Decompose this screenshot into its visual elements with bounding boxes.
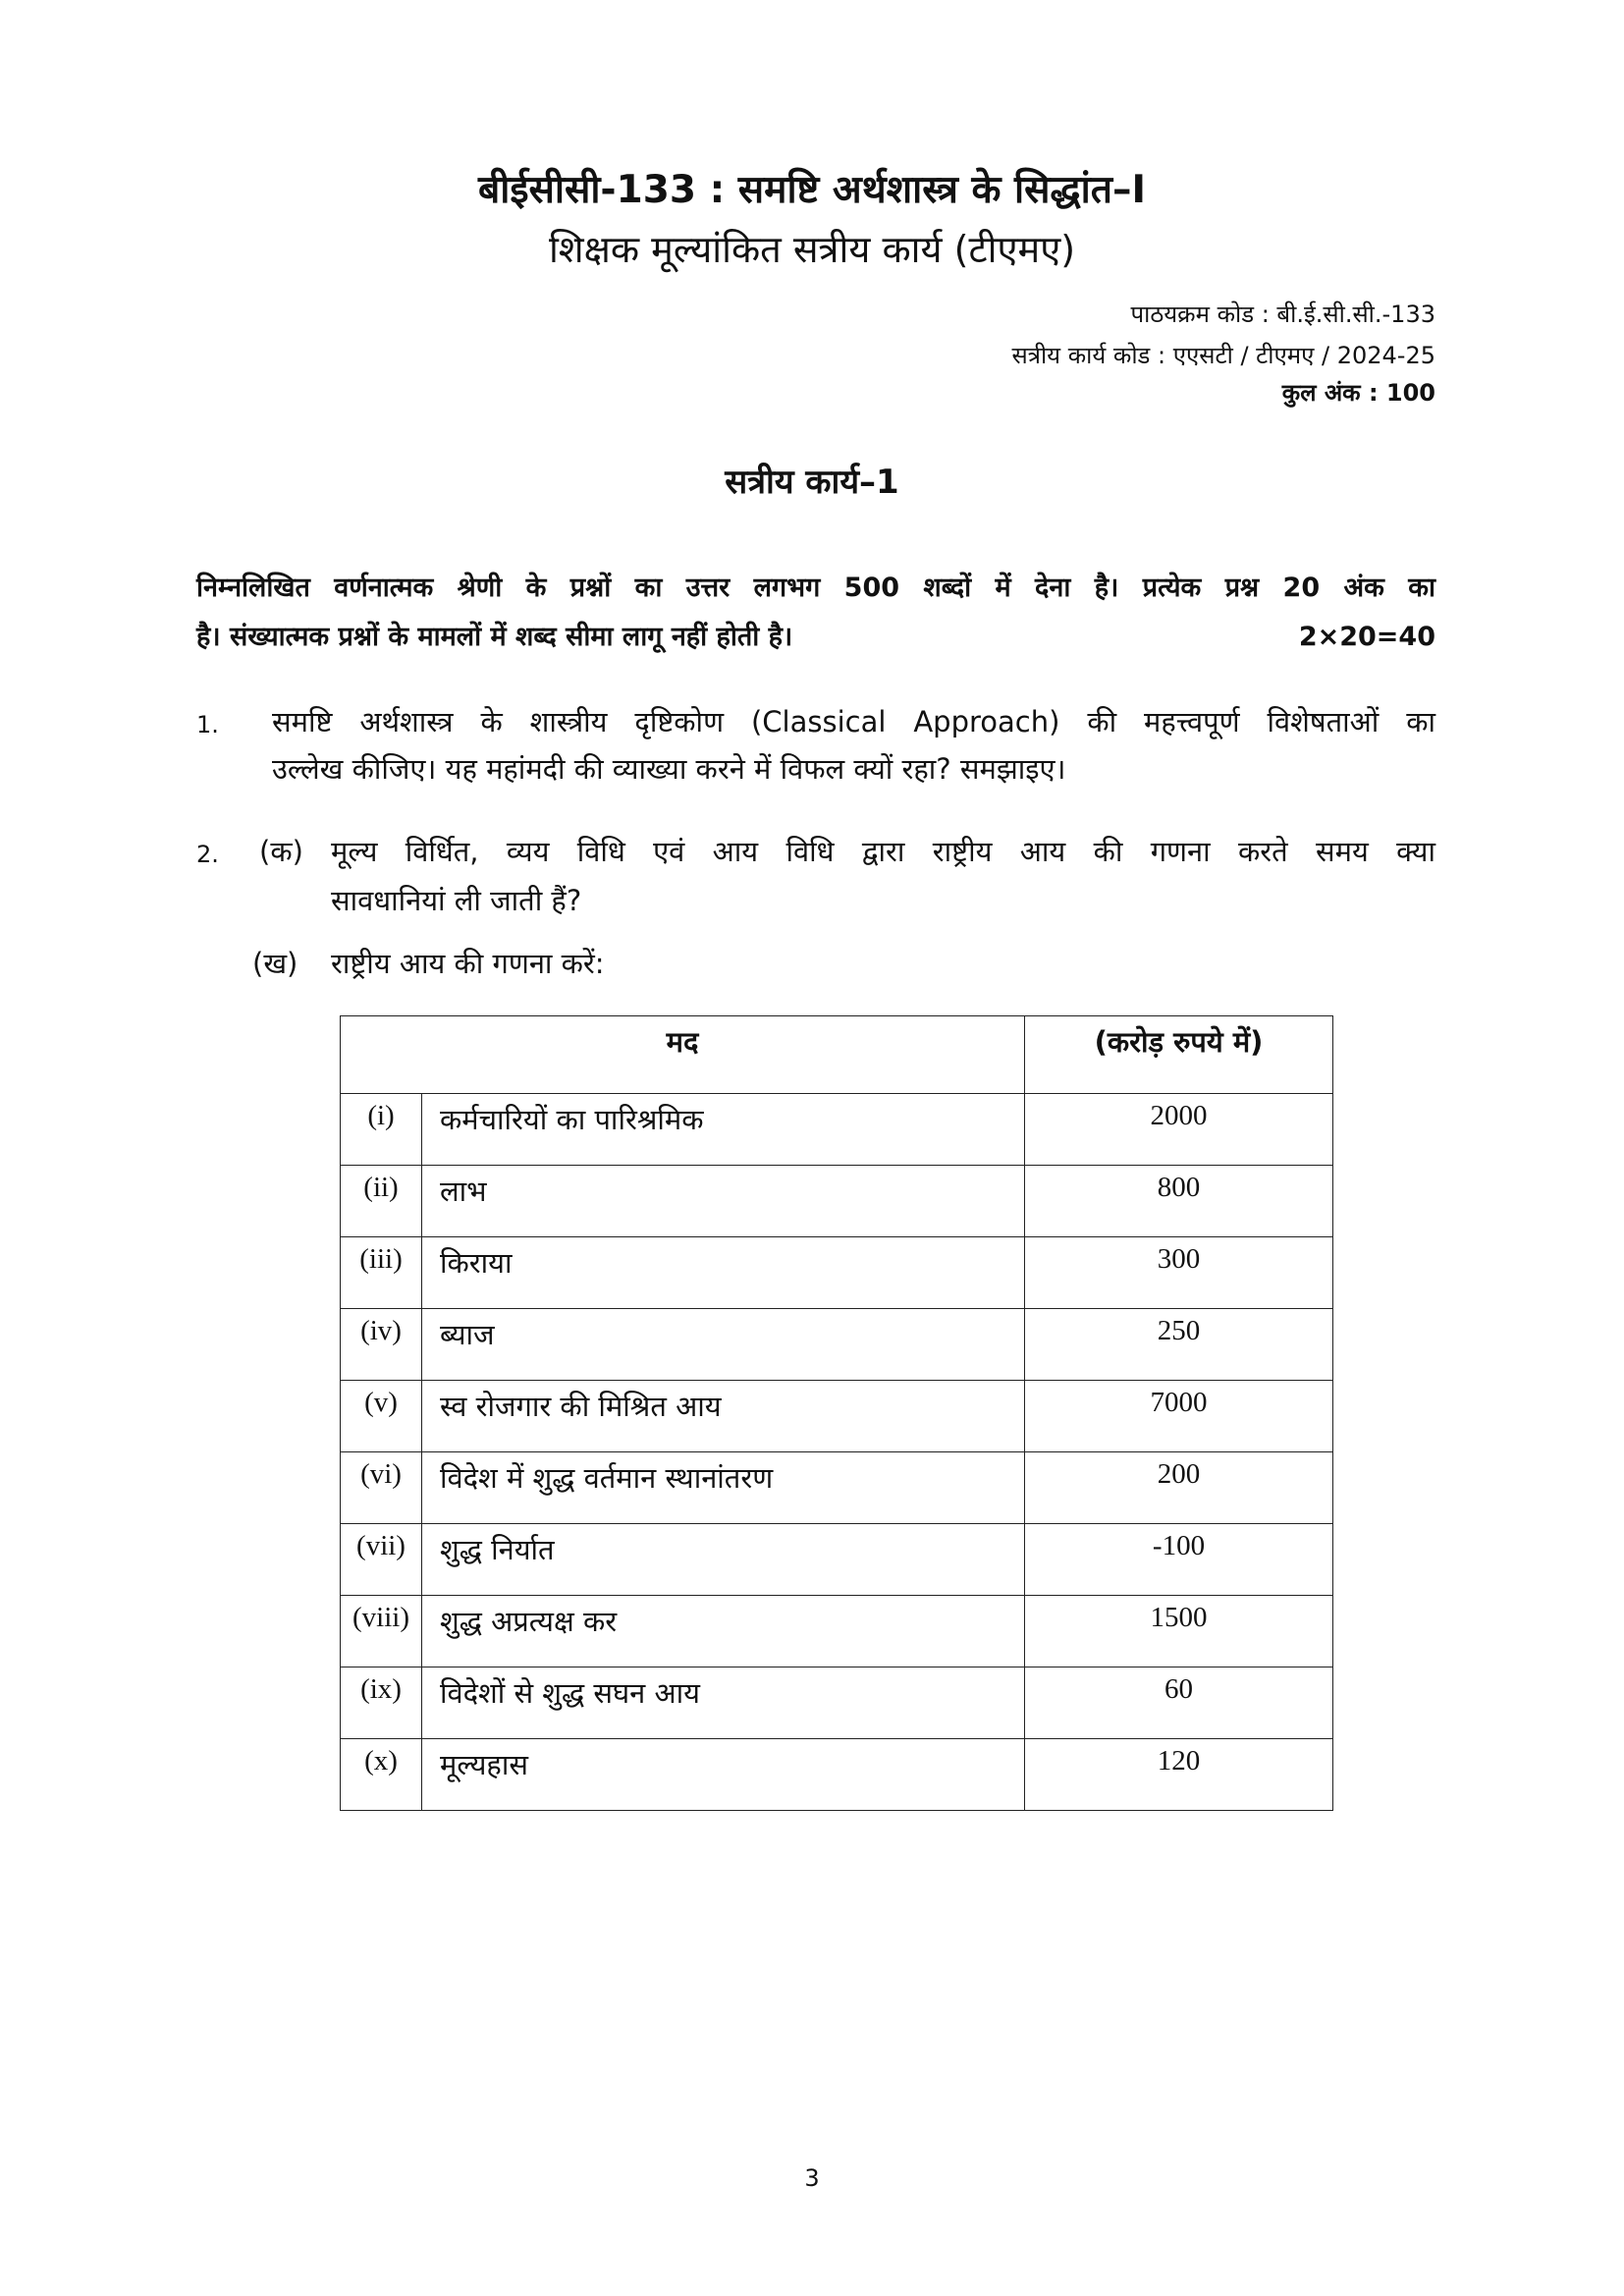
question-2a-label: (क) (259, 835, 303, 868)
row-number-cell: (iii) (341, 1237, 422, 1309)
question-1-number: 1. (196, 711, 219, 738)
section-marks: 2×20=40 (1298, 622, 1435, 652)
row-value-cell: 120 (1025, 1739, 1333, 1811)
table-row (341, 1309, 1333, 1381)
question-2b-text: राष्ट्रीय आय की गणना करें: (331, 947, 605, 980)
row-value-cell: 2000 (1025, 1094, 1333, 1166)
question-2a-text-line-1: मूल्य विर्धित, व्यय विधि एवं आय विधि द्वारा राष्ट्रीय आय की गणना करते समय क्या (331, 835, 1435, 868)
row-number-cell: (ix) (341, 1667, 422, 1739)
section-heading: सत्रीय कार्य–1 (725, 463, 899, 502)
row-number-cell: (i) (341, 1094, 422, 1166)
table-row (341, 1596, 1333, 1667)
question-1-text-line-1: समष्टि अर्थशास्त्र के शास्त्रीय दृष्टिकोण (Classical Approach) की महत्त्वपूर्ण विशेषताओं का (272, 705, 1435, 738)
table-header-item: मद (341, 1016, 1025, 1094)
table-row (341, 1166, 1333, 1237)
table-row (341, 1381, 1333, 1452)
document-subtitle: शिक्षक मूल्यांकित सत्रीय कार्य (टीएमए) (548, 228, 1076, 271)
table-row (341, 1452, 1333, 1524)
question-2b-label: (ख) (252, 947, 298, 980)
row-item-cell: किराया (422, 1237, 1025, 1309)
table-row (341, 1094, 1333, 1166)
income-data-table (340, 1015, 1333, 1811)
row-number-cell: (viii) (341, 1596, 422, 1667)
table-header-value: (करोड़ रुपये में) (1025, 1016, 1333, 1094)
row-number-cell: (vi) (341, 1452, 422, 1524)
question-2-number: 2. (196, 841, 219, 868)
question-2a-text-line-2: सावधानियां ली जाती हैं? (331, 884, 582, 917)
table-row (341, 1237, 1333, 1309)
row-item-cell: कर्मचारियों का पारिश्रमिक (422, 1094, 1025, 1166)
row-item-cell: ब्याज (422, 1309, 1025, 1381)
row-value-cell: -100 (1025, 1524, 1333, 1596)
table-row (341, 1667, 1333, 1739)
row-number-cell: (ii) (341, 1166, 422, 1237)
row-number-cell: (vii) (341, 1524, 422, 1596)
row-item-cell: स्व रोजगार की मिश्रित आय (422, 1381, 1025, 1452)
table-row (341, 1524, 1333, 1596)
instruction-line-2: है। संख्यात्मक प्रश्नों के मामलों में शब्द सीमा लागू नहीं होती है। (196, 622, 793, 652)
row-item-cell: विदेशों से शुद्ध सघन आय (422, 1667, 1025, 1739)
row-value-cell: 800 (1025, 1166, 1333, 1237)
total-marks: कुल अंक : 100 (1281, 379, 1435, 407)
table-row (341, 1739, 1333, 1811)
row-item-cell: शुद्ध निर्यात (422, 1524, 1025, 1596)
row-value-cell: 200 (1025, 1452, 1333, 1524)
row-value-cell: 7000 (1025, 1381, 1333, 1452)
row-item-cell: मूल्यहास (422, 1739, 1025, 1811)
table-body (341, 1094, 1333, 1811)
row-value-cell: 60 (1025, 1667, 1333, 1739)
assignment-code: सत्रीय कार्य कोड : एएसटी / टीएमए / 2024-25 (1011, 342, 1435, 369)
row-item-cell: शुद्ध अप्रत्यक्ष कर (422, 1596, 1025, 1667)
row-item-cell: लाभ (422, 1166, 1025, 1237)
row-value-cell: 1500 (1025, 1596, 1333, 1667)
page-number: 3 (804, 2164, 820, 2192)
course-code: पाठयक्रम कोड : बी.ई.सी.सी.-133 (1130, 301, 1435, 328)
row-value-cell: 250 (1025, 1309, 1333, 1381)
row-number-cell: (x) (341, 1739, 422, 1811)
row-item-cell: विदेश में शुद्ध वर्तमान स्थानांतरण (422, 1452, 1025, 1524)
table-header-row (341, 1016, 1333, 1094)
instruction-line-1: निम्नलिखित वर्णनात्मक श्रेणी के प्रश्नों का उत्तर लगभग 500 शब्दों में देना है। प्रत्येक प्रश्न 20 अंक का (196, 573, 1435, 603)
question-1-text-line-2: उल्लेख कीजिए। यह महांमदी की व्याख्या करने में विफल क्यों रहा? समझाइए। (272, 752, 1066, 786)
row-number-cell: (v) (341, 1381, 422, 1452)
row-value-cell: 300 (1025, 1237, 1333, 1309)
document-title: बीईसीसी-133 : समष्टि अर्थशास्त्र के सिद्धांत–I (477, 168, 1147, 212)
row-number-cell: (iv) (341, 1309, 422, 1381)
